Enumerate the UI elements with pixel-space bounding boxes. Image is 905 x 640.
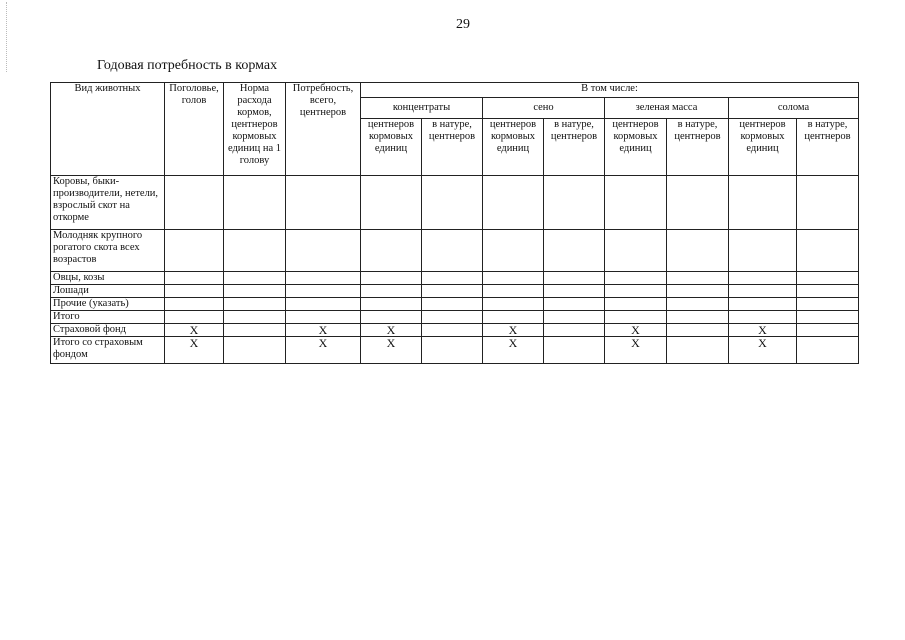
- sub-units: центнеров кормовых единиц: [361, 119, 422, 176]
- header-including: В том числе:: [361, 83, 859, 98]
- table-cell[interactable]: [422, 285, 483, 298]
- group-concentrates: концентраты: [361, 98, 483, 119]
- table-cell[interactable]: [667, 176, 729, 230]
- table-cell[interactable]: [422, 230, 483, 272]
- table-cell[interactable]: [224, 230, 286, 272]
- table-cell[interactable]: X: [165, 337, 224, 364]
- table-cell[interactable]: [286, 311, 361, 324]
- feed-requirements-table: [50, 82, 859, 364]
- header-head-count: Поголовье, голов: [165, 83, 224, 176]
- table-cell[interactable]: [361, 176, 422, 230]
- table-cell[interactable]: [361, 230, 422, 272]
- table-cell[interactable]: [544, 298, 605, 311]
- table-cell[interactable]: [605, 311, 667, 324]
- table-cell[interactable]: [605, 272, 667, 285]
- table-row: [51, 272, 859, 285]
- table-cell[interactable]: [667, 311, 729, 324]
- table-cell[interactable]: X: [729, 324, 797, 337]
- table-cell[interactable]: X: [361, 337, 422, 364]
- table-cell[interactable]: [224, 272, 286, 285]
- table-cell[interactable]: [483, 311, 544, 324]
- table-cell[interactable]: [224, 298, 286, 311]
- table-cell[interactable]: X: [605, 337, 667, 364]
- table-cell[interactable]: [361, 298, 422, 311]
- table-cell[interactable]: [667, 337, 729, 364]
- table-cell[interactable]: [361, 285, 422, 298]
- table-cell[interactable]: [797, 176, 859, 230]
- table-cell[interactable]: [422, 176, 483, 230]
- table-row: [51, 337, 859, 364]
- table-row: [51, 324, 859, 337]
- table-cell[interactable]: [797, 230, 859, 272]
- header-feed-norm: Норма расхода кормов, центнеров кормовых единиц на 1 голову: [224, 83, 286, 176]
- page-number: 29: [456, 17, 470, 32]
- table-cell[interactable]: X: [483, 337, 544, 364]
- table-cell[interactable]: [165, 176, 224, 230]
- sub-units: центнеров кормовых единиц: [605, 119, 667, 176]
- table-cell[interactable]: [422, 311, 483, 324]
- table-cell[interactable]: [165, 298, 224, 311]
- table-cell[interactable]: X: [605, 324, 667, 337]
- table-cell[interactable]: [286, 272, 361, 285]
- table-row: [51, 230, 859, 272]
- table-cell[interactable]: X: [483, 324, 544, 337]
- table-cell[interactable]: X: [361, 324, 422, 337]
- table-cell[interactable]: [483, 230, 544, 272]
- row-label: Молодняк крупного рогатого скота всех возрастов: [51, 230, 165, 272]
- sub-natural: в натуре, центнеров: [667, 119, 729, 176]
- table-cell[interactable]: [165, 311, 224, 324]
- table-cell[interactable]: [729, 176, 797, 230]
- sub-natural: в натуре, центнеров: [544, 119, 605, 176]
- table-cell[interactable]: [667, 324, 729, 337]
- table-row: [51, 298, 859, 311]
- table-cell[interactable]: X: [729, 337, 797, 364]
- table-cell[interactable]: [224, 176, 286, 230]
- row-label: Коровы, быки-производители, нетели, взрослый скот на откорме: [51, 176, 165, 230]
- table-cell[interactable]: [729, 298, 797, 311]
- table-cell[interactable]: [483, 285, 544, 298]
- group-hay: сено: [483, 98, 605, 119]
- table-cell[interactable]: [605, 176, 667, 230]
- table-cell[interactable]: [544, 311, 605, 324]
- table-cell[interactable]: [286, 298, 361, 311]
- sub-units: центнеров кормовых единиц: [483, 119, 544, 176]
- table-cell[interactable]: [797, 337, 859, 364]
- table-cell[interactable]: [797, 285, 859, 298]
- table-cell[interactable]: [165, 272, 224, 285]
- table-cell[interactable]: [729, 272, 797, 285]
- sub-natural: в натуре, центнеров: [422, 119, 483, 176]
- row-label: Прочие (указать): [51, 298, 165, 311]
- table-cell[interactable]: [224, 311, 286, 324]
- header-animal-type: Вид животных: [51, 83, 165, 176]
- table-cell[interactable]: [544, 324, 605, 337]
- table-cell[interactable]: [729, 311, 797, 324]
- row-label: Итого со страховым фондом: [51, 337, 165, 364]
- table-cell[interactable]: X: [286, 337, 361, 364]
- table-cell[interactable]: [422, 298, 483, 311]
- table-cell[interactable]: [544, 176, 605, 230]
- sub-natural: в натуре, центнеров: [797, 119, 859, 176]
- table-cell[interactable]: [667, 272, 729, 285]
- table-cell[interactable]: [224, 324, 286, 337]
- table-cell[interactable]: X: [286, 324, 361, 337]
- table-cell[interactable]: [165, 285, 224, 298]
- table-body: [51, 176, 859, 364]
- header-total-need: Потребность, всего, центнеров: [286, 83, 361, 176]
- table-cell[interactable]: [422, 337, 483, 364]
- row-label: Лошади: [51, 285, 165, 298]
- table-cell[interactable]: [483, 272, 544, 285]
- table-cell[interactable]: [165, 230, 224, 272]
- table-cell[interactable]: [422, 272, 483, 285]
- table-cell[interactable]: [224, 285, 286, 298]
- table-cell[interactable]: [667, 298, 729, 311]
- table-cell[interactable]: [605, 230, 667, 272]
- group-green-mass: зеленая масса: [605, 98, 729, 119]
- table-row: [51, 285, 859, 298]
- table-cell[interactable]: [797, 324, 859, 337]
- table-cell[interactable]: [544, 285, 605, 298]
- table-cell[interactable]: [797, 298, 859, 311]
- group-straw: солома: [729, 98, 859, 119]
- table-row: [51, 176, 859, 230]
- row-label: Страховой фонд: [51, 324, 165, 337]
- sub-units: центнеров кормовых единиц: [729, 119, 797, 176]
- table-cell[interactable]: [797, 272, 859, 285]
- table-cell[interactable]: [729, 285, 797, 298]
- table-cell[interactable]: [667, 230, 729, 272]
- table-cell[interactable]: [422, 324, 483, 337]
- table-cell[interactable]: [224, 337, 286, 364]
- page-title: Годовая потребность в кормах: [97, 58, 278, 73]
- table-cell[interactable]: X: [165, 324, 224, 337]
- table-cell[interactable]: [605, 285, 667, 298]
- table-row: [51, 311, 859, 324]
- scan-edge-mark: [6, 2, 8, 72]
- table-cell[interactable]: [729, 230, 797, 272]
- table-cell[interactable]: [797, 311, 859, 324]
- table-cell[interactable]: [286, 230, 361, 272]
- row-label: Итого: [51, 311, 165, 324]
- table-cell[interactable]: [605, 298, 667, 311]
- table-cell[interactable]: [667, 285, 729, 298]
- table-cell[interactable]: [544, 337, 605, 364]
- table-cell[interactable]: [483, 298, 544, 311]
- table-cell[interactable]: [361, 272, 422, 285]
- table-cell[interactable]: [544, 272, 605, 285]
- table-cell[interactable]: [483, 176, 544, 230]
- table-cell[interactable]: [286, 176, 361, 230]
- table-cell[interactable]: [286, 285, 361, 298]
- row-label: Овцы, козы: [51, 272, 165, 285]
- table-cell[interactable]: [544, 230, 605, 272]
- table-cell[interactable]: [361, 311, 422, 324]
